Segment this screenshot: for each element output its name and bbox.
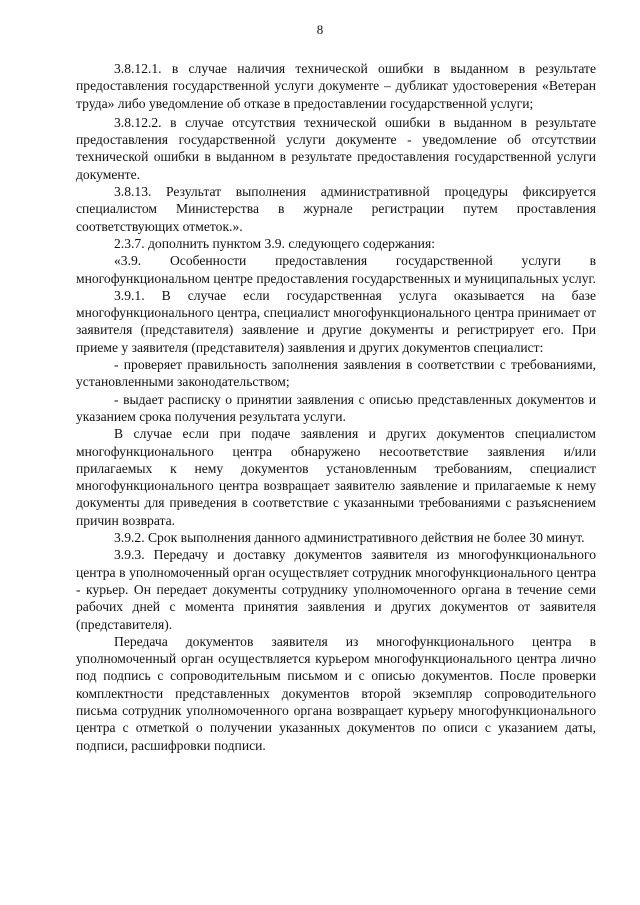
paragraph-3-9-3: 3.9.3. Передачу и доставку документов заявителя из многофункционального центра в уполномоченный орган осуществляет сотрудник многофункционального центра - курьер. Он передает документы сотруднику уполномоченного органа в течение семи рабочих дней с момента принятия заявления и других документов от заявителя (представителя).: [76, 547, 596, 632]
paragraph-mismatch-return: В случае если при подаче заявления и других документов специалистом многофункционального центра обнаружено несоответствие заявления и/или прилагаемых к нему документов установленным требованиям, специалист многофункционального центра возвращает заявителю заявление и прилагаемые к нему документы для приведения в соответствие с указанными требованиями с разъяснением причин возврата.: [76, 426, 596, 528]
paragraph-3-8-12-1: 3.8.12.1. в случае наличия технической ошибки в выданном в результате предоставления государственной услуги документе – дубликат удостоверения «Ветеран труда» либо уведомление об отказе в предоставлении государственной услуги;: [76, 61, 596, 111]
paragraph-3-9-2: 3.9.2. Срок выполнения данного административного действия не более 30 минут.: [114, 530, 585, 546]
list-item-issue-receipt: - выдает расписку о принятии заявления с описью представленных документов и указанием срока получения результата услуги.: [76, 391, 596, 424]
paragraph-3-9-1: 3.9.1. В случае если государственная услуга оказывается на базе многофункционального центра, специалист многофункционального центра принимает от заявителя (представителя) заявление и другие документы и регистрирует его. При приеме у заявителя (представителя) заявления и других документов специалист:: [76, 287, 596, 355]
paragraph-3-9: «3.9. Особенности предоставления государственной услуги в многофункциональном центре предоставления государственных и муниципальных услуг.: [76, 253, 596, 286]
paragraph-3-8-13: 3.8.13. Результат выполнения административной процедуры фиксируется специалистом Министерства в журнале регистрации путем проставления соответствующих отметок.».: [76, 184, 596, 234]
page-number: 8: [316, 22, 324, 37]
paragraph-2-3-7: 2.3.7. дополнить пунктом 3.9. следующего содержания:: [114, 235, 435, 251]
paragraph-3-8-12-2: 3.8.12.2. в случае отсутствия технической ошибки в выданном в результате предоставления государственной услуги документе - уведомление об отсутствии технической ошибки в выданном в результате предоставления государственной услуги документе.: [76, 114, 596, 182]
paragraph-courier-transfer: Передача документов заявителя из многофункционального центра в уполномоченный орган осуществляется курьером многофункционального центра лично под подпись с сопроводительным письмом и с описью документов. После проверки комплектности представленных документов второй экземпляр сопроводительного письма сотрудник уполномоченного органа возвращает курьеру многофункционального центра с отметкой о получении указанных документов по описи с указанием даты, подписи, расшифровки подписи.: [76, 633, 596, 753]
list-item-check-application: - проверяет правильность заполнения заявления в соответствии с требованиями, установленными законодательством;: [76, 357, 596, 390]
document-body: [76, 60, 596, 754]
